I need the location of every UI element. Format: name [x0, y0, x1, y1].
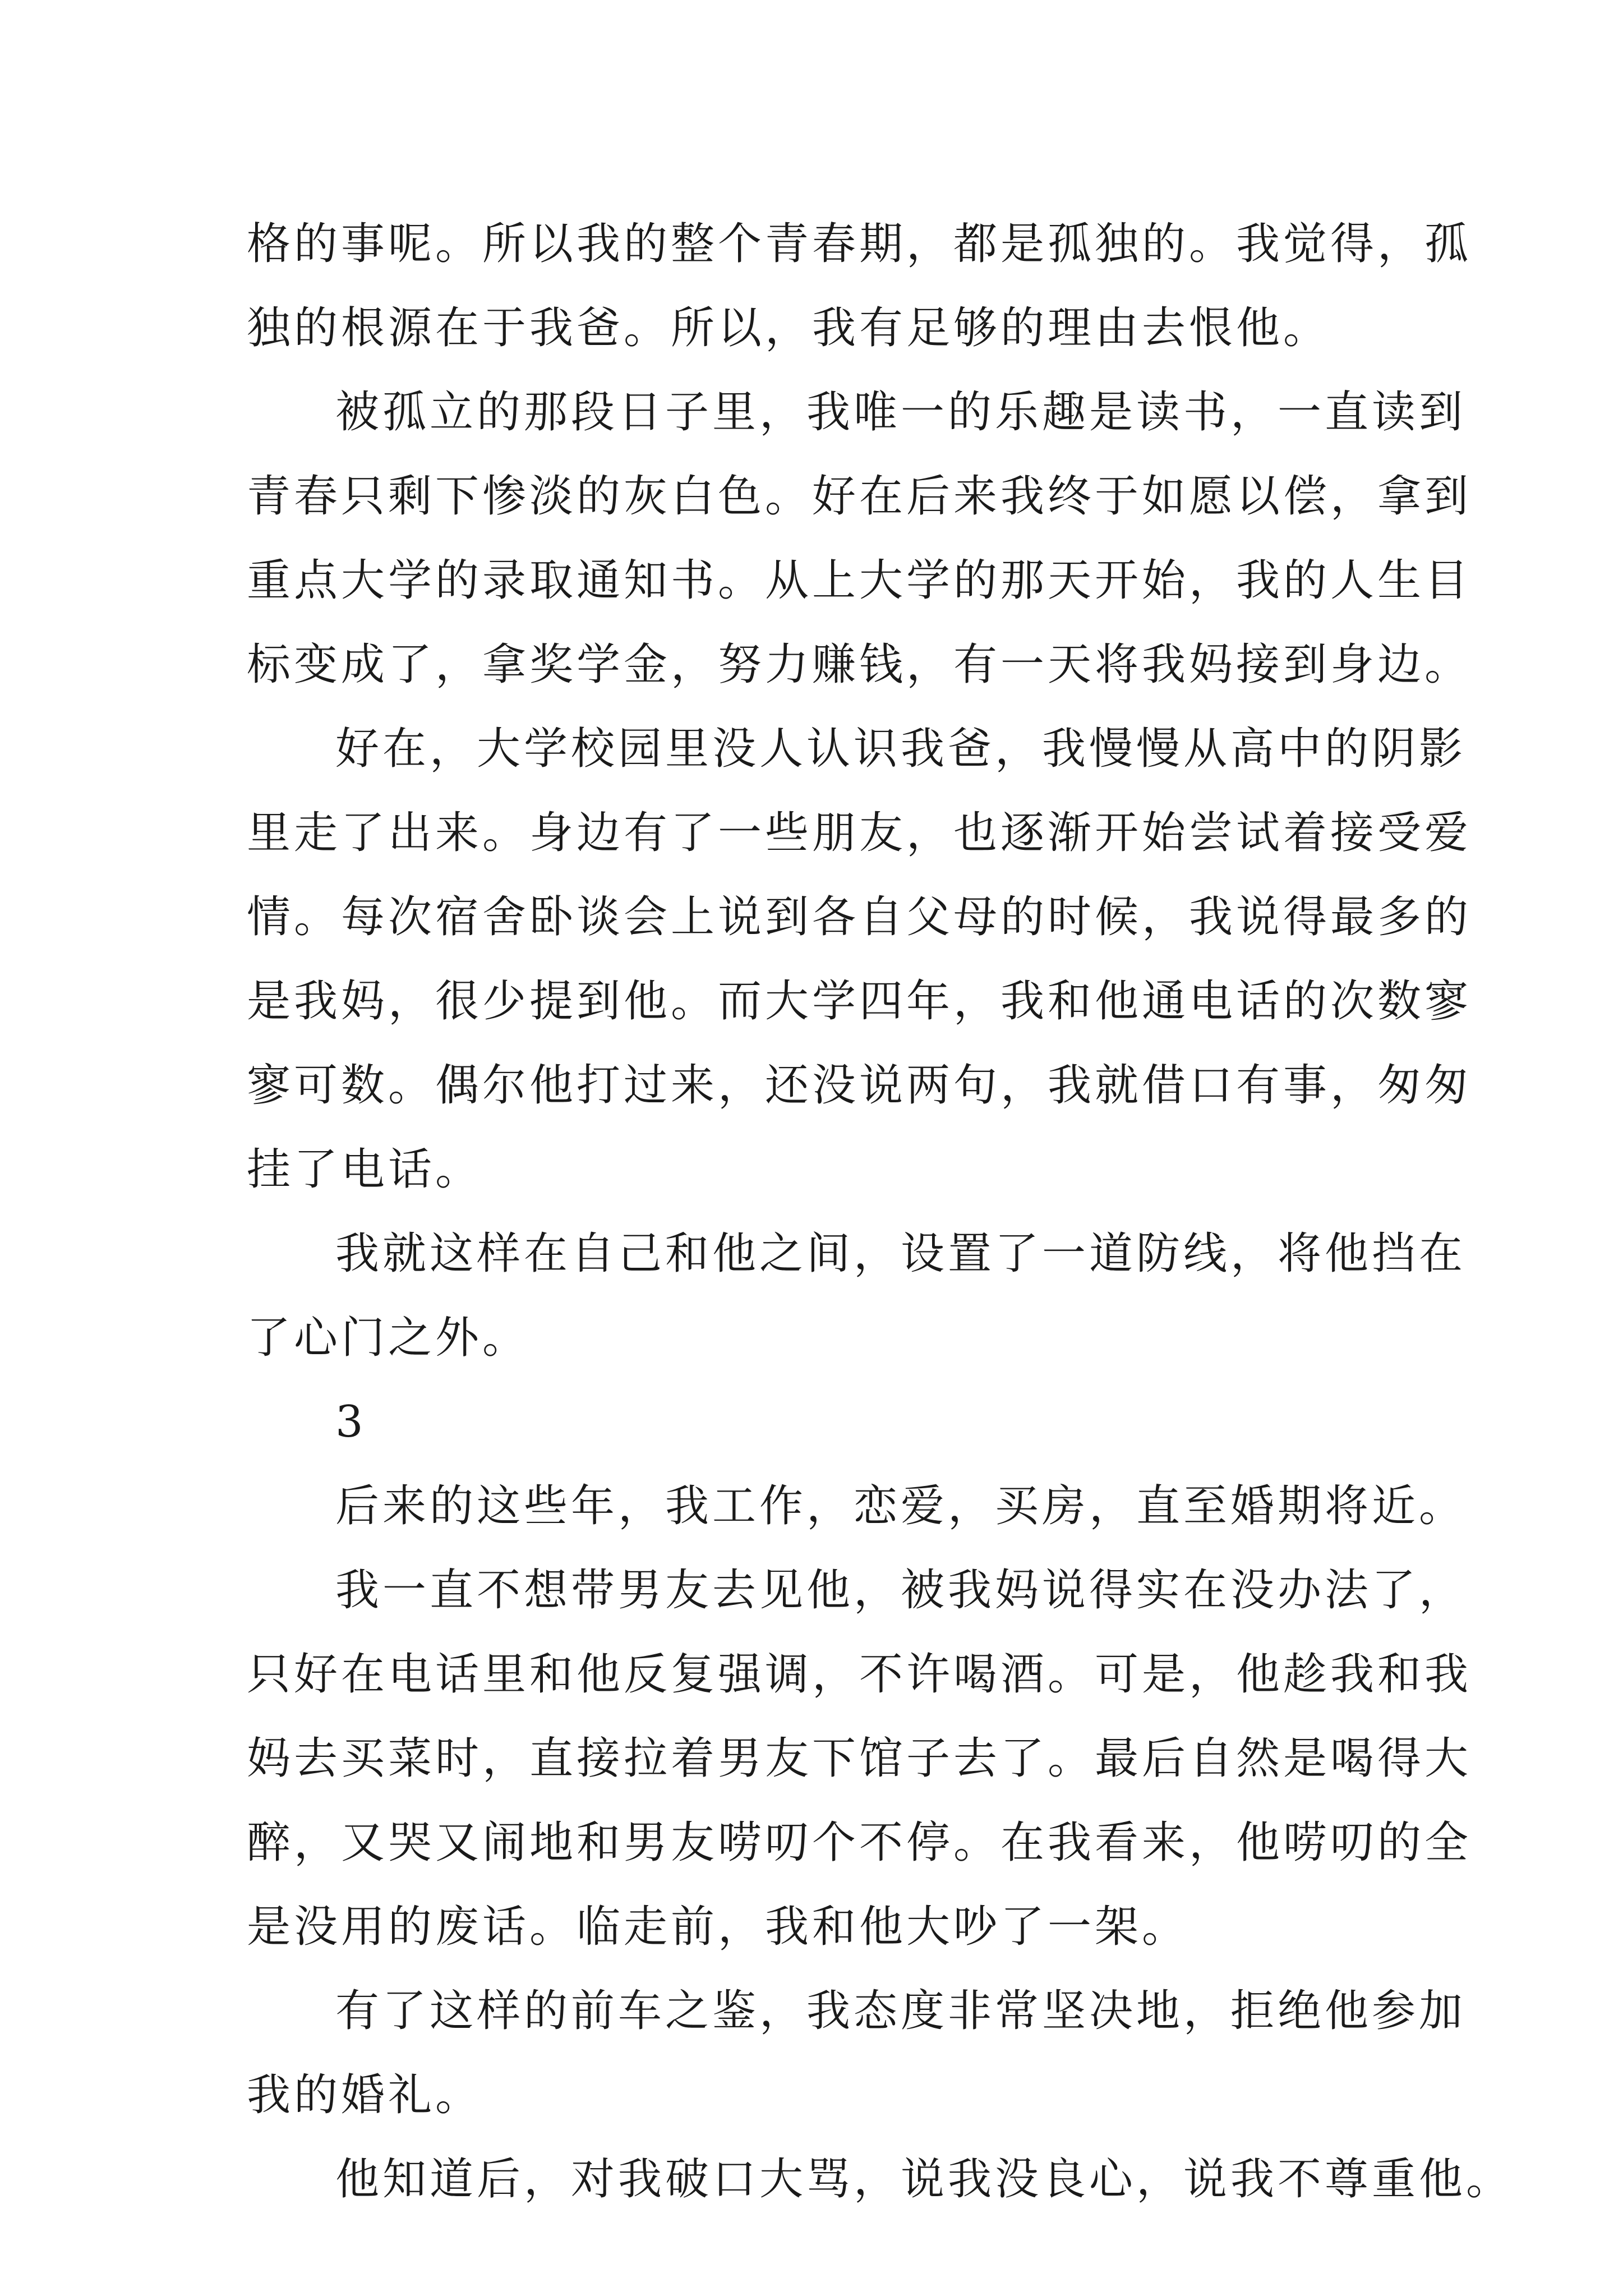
- text-line: 挂了电话。: [247, 1144, 483, 1195]
- text-line: 了心门之外。: [247, 1313, 530, 1363]
- paragraph-start-line: 后来的这些年，我工作，恋爱，买房，直至婚期将近。: [335, 1481, 1467, 1531]
- paragraph-start-line: 好在，大学校园里没人认识我爸，我慢慢从高中的阴影: [335, 724, 1467, 774]
- text-line: 里走了出来。身边有了一些朋友，也逐渐开始尝试着接受爱: [247, 808, 1472, 858]
- text-line: 青春只剩下惨淡的灰白色。好在后来我终于如愿以偿，拿到: [247, 471, 1472, 522]
- paragraph-start-line: 他知道后，对我破口大骂，说我没良心，说我不尊重他。: [335, 2154, 1514, 2205]
- section-number: 3: [335, 1397, 367, 1447]
- text-line: 只好在电话里和他反复强调，不许喝酒。可是，他趁我和我: [247, 1649, 1472, 1700]
- text-line: 寥可数。偶尔他打过来，还没说两句，我就借口有事，匆匆: [247, 1060, 1472, 1111]
- text-line: 格的事呢。所以我的整个青春期，都是孤独的。我觉得，孤: [247, 219, 1472, 269]
- text-line: 重点大学的录取通知书。从上大学的那天开始，我的人生目: [247, 555, 1472, 606]
- paragraph-start-line: 我一直不想带男友去见他，被我妈说得实在没办法了，: [335, 1565, 1467, 1616]
- text-line: 醉，又哭又闹地和男友唠叨个不停。在我看来，他唠叨的全: [247, 1818, 1472, 1868]
- text-line: 是我妈，很少提到他。而大学四年，我和他通电话的次数寥: [247, 976, 1472, 1027]
- text-line: 情。每次宿舍卧谈会上说到各自父母的时候，我说得最多的: [247, 892, 1472, 942]
- text-line: 独的根源在于我爸。所以，我有足够的理由去恨他。: [247, 303, 1331, 353]
- text-line: 标变成了，拿奖学金，努力赚钱，有一天将我妈接到身边。: [247, 639, 1472, 690]
- text-line: 我的婚礼。: [247, 2070, 483, 2120]
- paragraph-start-line: 有了这样的前车之鉴，我态度非常坚决地，拒绝他参加: [335, 1986, 1467, 2036]
- text-line: 是没用的废话。临走前，我和他大吵了一架。: [247, 1902, 1189, 1952]
- paragraph-start-line: 我就这样在自己和他之间，设置了一道防线，将他挡在: [335, 1228, 1467, 1279]
- text-line: 妈去买菜时，直接拉着男友下馆子去了。最后自然是喝得大: [247, 1733, 1472, 1784]
- paragraph-start-line: 被孤立的那段日子里，我唯一的乐趣是读书，一直读到: [335, 387, 1467, 438]
